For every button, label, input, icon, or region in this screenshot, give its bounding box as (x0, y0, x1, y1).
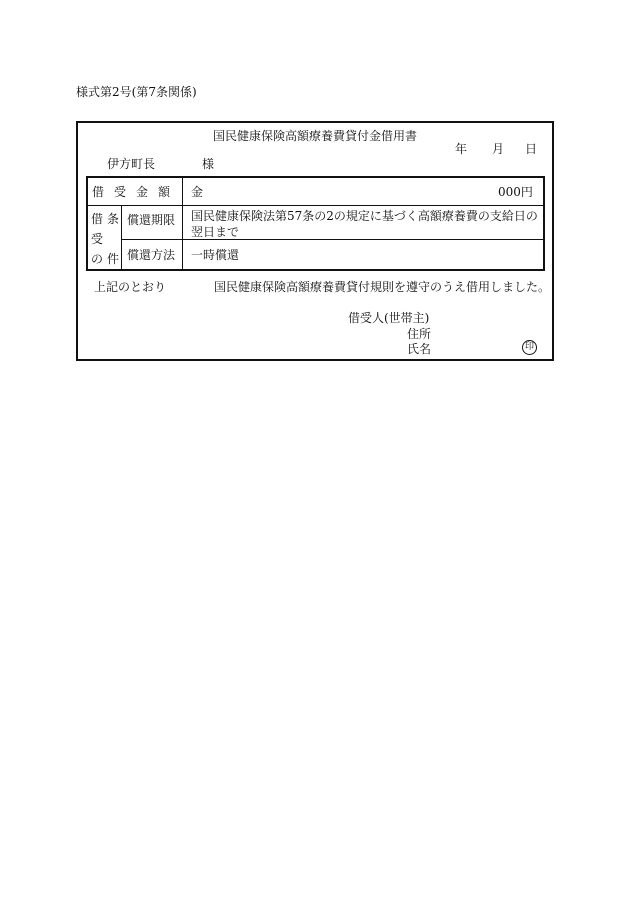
table-row-divider (121, 239, 545, 240)
repayment-deadline-label: 償還期限 (127, 213, 176, 227)
conditions-label-char: 借 (91, 212, 104, 226)
name-label: 氏名 (407, 342, 432, 356)
conditions-label-char: の (91, 252, 104, 266)
document-title: 国民健康保険高額療養費貸付金借用書 (212, 129, 417, 143)
seal-icon: 印 (522, 340, 537, 355)
statement-lead: 上記のとおり (94, 280, 167, 294)
borrower-label: 借受人(世帯主) (348, 311, 430, 325)
table-row-divider (86, 205, 545, 206)
repayment-method-value: 一時償還 (191, 248, 240, 262)
conditions-label-char: 件 (107, 252, 120, 266)
repayment-method-label: 償還方法 (127, 248, 176, 262)
address-label: 住所 (407, 327, 432, 341)
conditions-label-char: 受 (91, 232, 104, 246)
table-column-divider (121, 205, 122, 271)
date-day-label: 日 (525, 142, 538, 156)
repayment-deadline-value: 国民健康保険法第57条の2の規定に基づく高額療養費の支給日の (191, 209, 538, 223)
table-column-divider (182, 176, 183, 271)
date-month-label: 月 (492, 142, 505, 156)
form-number: 様式第2号(第7条関係) (76, 85, 197, 99)
recipient-name: 伊方町長 (107, 157, 156, 171)
date-year-label: 年 (455, 142, 468, 156)
loan-amount-label: 借 受 金 額 (92, 185, 171, 199)
conditions-label-char: 条 (107, 212, 120, 226)
repayment-deadline-value-continued: 翌日まで (191, 225, 240, 239)
recipient-honorific: 様 (202, 157, 215, 171)
loan-amount-unit: 000円 (498, 185, 533, 199)
loan-amount-prefix: 金 (191, 185, 204, 199)
statement-body: 国民健康保険高額療養費貸付規則を遵守のうえ借用しました。 (214, 280, 551, 294)
